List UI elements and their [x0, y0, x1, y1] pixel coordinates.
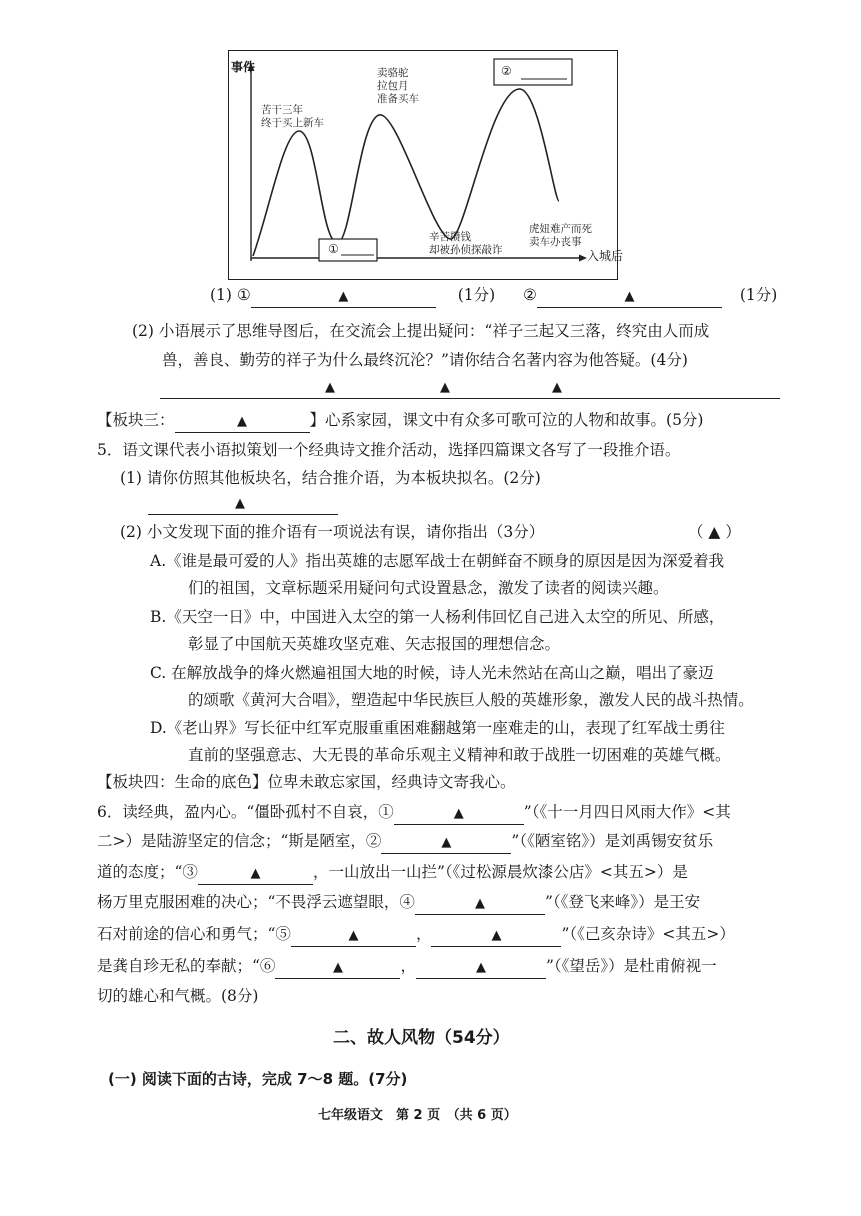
q6-line2: 二>）是陆游坚定的信念；“斯是陋室，② ▲ ”（《陋室铭》）是刘禹锡安贫乐 [97, 831, 713, 854]
block4-heading: 【板块四：生命的底色】位卑未敢忘家国，经典诗文寄我心。 [97, 773, 516, 791]
option-d-line2: 直前的坚强意志、大无畏的革命乐观主义精神和敢于战胜一切困难的英雄气概。 [188, 746, 731, 764]
section2-title: 二、故人风物（54分） [333, 1028, 510, 1048]
q6-blank-3[interactable]: ▲ [198, 862, 313, 885]
block3-heading: 【板块三： ▲ 】心系家园，课文中有众多可歌可泣的人物和故事。(5分) [97, 410, 703, 433]
option-c-line2: 的颂歌《黄河大合唱》，塑造起中华民族巨人般的英雄形象，激发人民的战斗热情。 [188, 691, 754, 709]
box2-marker: ② [501, 64, 512, 78]
option-b-line2: 彰显了中国航天英雄攻坚克难、矢志报国的理想信念。 [188, 635, 561, 653]
q6-line6: 是龚自珍无私的奉献；“⑥ ▲ ， ▲ ”（《望岳》）是杜甫俯视一 [97, 956, 717, 979]
q4-part2-line1: (2) 小语展示了思维导图后，在交流会上提出疑问：“祥子三起又三落，终究由人而成 [132, 322, 710, 340]
q5-part2: (2) 小文发现下面的推介语有一项说法有误，请你指出（3分） [120, 523, 545, 541]
option-b-line1: B.《天空一日》中，中国进入太空的第一人杨利伟回忆自己进入太空的所见、所感， [150, 608, 725, 626]
q6-blank-6b[interactable]: ▲ [416, 956, 546, 979]
option-a-line1: A.《谁是最可爱的人》指出英雄的志愿军战士在朝鲜奋不顾身的原因是因为深爱着我 [150, 552, 725, 570]
option-d-line1: D.《老山界》写长征中红军克服重重困难翻越第一座难走的山，表现了红军战士勇往 [150, 719, 725, 737]
answer-blank-1[interactable]: ▲ [251, 285, 436, 308]
y-axis-label: 事件 [231, 60, 256, 74]
q5-part2-answer[interactable]: （ ▲ ） [688, 523, 741, 541]
q6-blank-5b[interactable]: ▲ [431, 924, 561, 947]
answer-blank-2[interactable]: ▲ [537, 285, 722, 308]
plot-graph [228, 50, 624, 280]
q6-blank-5a[interactable]: ▲ [291, 924, 416, 947]
event-label-1: 苦干三年 终于买上新车 [261, 104, 324, 129]
x-axis-label: 入城后 [587, 249, 624, 263]
block3-blank[interactable]: ▲ [175, 410, 310, 433]
part1-heading: (一) 阅读下面的古诗，完成 7～8 题。(7分) [108, 1070, 408, 1088]
q6-blank-1[interactable]: ▲ [394, 802, 524, 825]
q6-blank-2[interactable]: ▲ [381, 831, 511, 854]
option-a-line2: 们的祖国，文章标题采用疑问句式设置悬念，激发了读者的阅读兴趣。 [188, 579, 669, 597]
q4-part1: (1) ① ▲ (1分) ② ▲ (1分) [210, 285, 777, 308]
q4-answer-line[interactable]: ▲ ▲ ▲ [160, 380, 780, 399]
q6-blank-6a[interactable]: ▲ [275, 956, 400, 979]
box1-marker: ① [328, 242, 339, 256]
q6-line7: 切的雄心和气概。(8分) [97, 987, 259, 1005]
event-label-2: 卖骆驼 拉包月 准备买车 [377, 67, 419, 105]
q6-line1: 6．读经典，盈内心。“僵卧孤村不自哀，① ▲ ”（《十一月四日风雨大作》<其 [97, 802, 731, 825]
event-label-4: 虎妞难产而死 卖车办丧事 [529, 223, 592, 248]
q5-part1-blank[interactable]: ▲ [148, 496, 338, 515]
q6-line3: 道的态度；“③ ▲ ，一山放出一山拦”（《过松源晨炊漆公店》<其五>）是 [97, 862, 688, 885]
q6-line5: 石对前途的信心和勇气；“⑤ ▲ ， ▲ ”（《己亥杂诗》<其五>） [97, 924, 735, 947]
x-axis-arrow [579, 255, 587, 262]
q6-blank-4[interactable]: ▲ [415, 892, 545, 915]
option-c-line1: C. 在解放战争的烽火燃遍祖国大地的时候，诗人光未然站在高山之巅，唱出了豪迈 [150, 664, 714, 682]
q5-part1: (1) 请你仿照其他板块名，结合推介语，为本板块拟名。(2分) [120, 469, 541, 487]
page-footer: 七年级语文 第 2 页 （共 6 页） [318, 1108, 517, 1123]
q5-stem: 5．语文课代表小语拟策划一个经典诗文推介活动，选择四篇课文各写了一段推介语。 [97, 441, 681, 459]
q6-line4: 杨万里克服困难的决心；“不畏浮云遮望眼，④ ▲ ”（《登飞来峰》）是王安 [97, 892, 700, 915]
q4-part2-line2: 兽，善良、勤劳的祥子为什么最终沉沦？”请你结合名著内容为他答疑。(4分) [162, 351, 688, 369]
event-label-3: 辛苦攒钱 却被孙侦探敲诈 [429, 231, 503, 256]
